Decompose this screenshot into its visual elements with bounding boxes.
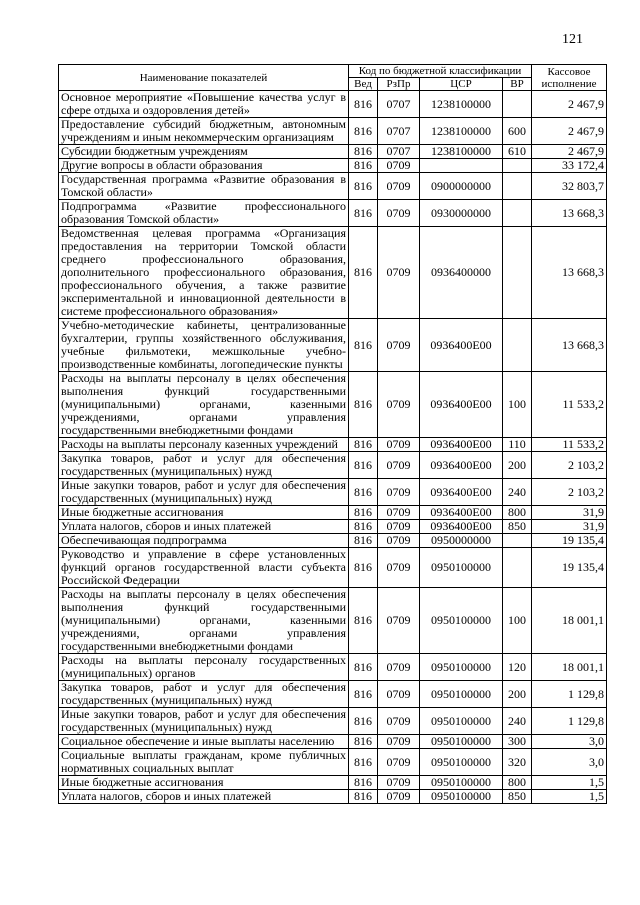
row-rzpr-cell: 0709 <box>378 588 420 654</box>
header-rzpr: РзПр <box>378 78 420 91</box>
row-name-cell: Учебно-методические кабинеты, централизованные бухгалтерии, группы хозяйственного обслуживания, учебные фильмотеки, межшкольные учебно-производственные комбинаты, логопедические пункты <box>59 319 349 372</box>
header-execution: Кассовое исполнение <box>532 65 607 91</box>
row-amount-cell: 2 103,2 <box>532 479 607 506</box>
header-csr: ЦСР <box>420 78 503 91</box>
row-ved-cell: 816 <box>349 479 378 506</box>
row-ved-cell: 816 <box>349 506 378 520</box>
row-amount-cell: 32 803,7 <box>532 173 607 200</box>
table-row <box>59 681 607 708</box>
row-vr-cell: 850 <box>503 520 532 534</box>
row-amount-cell: 31,9 <box>532 520 607 534</box>
row-vr-cell <box>503 159 532 173</box>
table-header <box>59 65 607 91</box>
row-name-cell: Другие вопросы в области образования <box>59 159 349 173</box>
row-ved-cell: 816 <box>349 159 378 173</box>
row-vr-cell <box>503 548 532 588</box>
table-row <box>59 438 607 452</box>
row-rzpr-cell: 0707 <box>378 118 420 145</box>
row-rzpr-cell: 0707 <box>378 91 420 118</box>
row-ved-cell: 816 <box>349 227 378 319</box>
row-csr-cell: 0950100000 <box>420 708 503 735</box>
row-ved-cell: 816 <box>349 319 378 372</box>
row-name-cell: Обеспечивающая подпрограмма <box>59 534 349 548</box>
row-ved-cell: 816 <box>349 520 378 534</box>
row-rzpr-cell: 0707 <box>378 145 420 159</box>
row-rzpr-cell: 0709 <box>378 708 420 735</box>
row-csr-cell: 0950100000 <box>420 749 503 776</box>
row-amount-cell: 1,5 <box>532 776 607 790</box>
table-row <box>59 708 607 735</box>
budget-execution-table <box>58 64 607 804</box>
row-ved-cell: 816 <box>349 708 378 735</box>
row-csr-cell: 0936400E00 <box>420 319 503 372</box>
row-ved-cell: 816 <box>349 200 378 227</box>
row-ved-cell: 816 <box>349 534 378 548</box>
row-csr-cell: 0950100000 <box>420 548 503 588</box>
row-rzpr-cell: 0709 <box>378 479 420 506</box>
table-row <box>59 200 607 227</box>
row-ved-cell: 816 <box>349 654 378 681</box>
row-rzpr-cell: 0709 <box>378 548 420 588</box>
row-vr-cell <box>503 534 532 548</box>
row-vr-cell: 100 <box>503 372 532 438</box>
row-rzpr-cell: 0709 <box>378 790 420 804</box>
row-name-cell: Руководство и управление в сфере установленных функций органов государственной власти субъекта Российской Федерации <box>59 548 349 588</box>
row-csr-cell: 0950100000 <box>420 735 503 749</box>
table-row <box>59 452 607 479</box>
row-ved-cell: 816 <box>349 735 378 749</box>
row-vr-cell <box>503 200 532 227</box>
row-vr-cell <box>503 91 532 118</box>
table-row <box>59 479 607 506</box>
row-name-cell: Уплата налогов, сборов и иных платежей <box>59 790 349 804</box>
row-rzpr-cell: 0709 <box>378 452 420 479</box>
row-ved-cell: 816 <box>349 118 378 145</box>
table-row <box>59 118 607 145</box>
row-rzpr-cell: 0709 <box>378 173 420 200</box>
row-ved-cell: 816 <box>349 145 378 159</box>
table-row <box>59 372 607 438</box>
row-amount-cell: 2 467,9 <box>532 91 607 118</box>
row-ved-cell: 816 <box>349 438 378 452</box>
row-csr-cell <box>420 159 503 173</box>
table-row <box>59 173 607 200</box>
table-row <box>59 735 607 749</box>
table-row <box>59 776 607 790</box>
table-row <box>59 520 607 534</box>
row-amount-cell: 31,9 <box>532 506 607 520</box>
row-name-cell: Расходы на выплаты персоналу государственных (муниципальных) органов <box>59 654 349 681</box>
table-row <box>59 548 607 588</box>
row-csr-cell: 0936400E00 <box>420 372 503 438</box>
row-csr-cell: 0950100000 <box>420 790 503 804</box>
row-rzpr-cell: 0709 <box>378 534 420 548</box>
row-amount-cell: 18 001,1 <box>532 654 607 681</box>
row-vr-cell: 240 <box>503 708 532 735</box>
page-number: 121 <box>562 32 583 47</box>
row-amount-cell: 1,5 <box>532 790 607 804</box>
row-vr-cell: 320 <box>503 749 532 776</box>
row-vr-cell: 120 <box>503 654 532 681</box>
row-csr-cell: 0936400000 <box>420 227 503 319</box>
table-row <box>59 159 607 173</box>
row-vr-cell: 850 <box>503 790 532 804</box>
row-vr-cell: 240 <box>503 479 532 506</box>
row-vr-cell: 200 <box>503 681 532 708</box>
row-name-cell: Государственная программа «Развитие образования в Томской области» <box>59 173 349 200</box>
row-amount-cell: 19 135,4 <box>532 534 607 548</box>
row-amount-cell: 1 129,8 <box>532 708 607 735</box>
table-row <box>59 145 607 159</box>
row-csr-cell: 1238100000 <box>420 145 503 159</box>
row-ved-cell: 816 <box>349 749 378 776</box>
row-amount-cell: 13 668,3 <box>532 319 607 372</box>
row-rzpr-cell: 0709 <box>378 372 420 438</box>
header-ved: Вед <box>349 78 378 91</box>
table-row <box>59 790 607 804</box>
row-name-cell: Расходы на выплаты персоналу в целях обеспечения выполнения функций государственными (муниципальными) органами, казенными учреждениями, органами управления государственными внебюджетными фондами <box>59 372 349 438</box>
row-ved-cell: 816 <box>349 681 378 708</box>
row-csr-cell: 1238100000 <box>420 118 503 145</box>
row-name-cell: Подпрограмма «Развитие профессионального образования Томской области» <box>59 200 349 227</box>
row-csr-cell: 0950100000 <box>420 654 503 681</box>
row-name-cell: Иные бюджетные ассигнования <box>59 506 349 520</box>
row-rzpr-cell: 0709 <box>378 520 420 534</box>
row-amount-cell: 2 467,9 <box>532 118 607 145</box>
row-name-cell: Закупка товаров, работ и услуг для обеспечения государственных (муниципальных) нужд <box>59 452 349 479</box>
row-vr-cell: 110 <box>503 438 532 452</box>
row-ved-cell: 816 <box>349 372 378 438</box>
row-vr-cell: 800 <box>503 776 532 790</box>
row-name-cell: Социальные выплаты гражданам, кроме публичных нормативных социальных выплат <box>59 749 349 776</box>
row-vr-cell: 610 <box>503 145 532 159</box>
table-body <box>59 91 607 804</box>
row-name-cell: Иные закупки товаров, работ и услуг для обеспечения государственных (муниципальных) нужд <box>59 479 349 506</box>
row-csr-cell: 0936400E00 <box>420 438 503 452</box>
row-csr-cell: 0936400E00 <box>420 506 503 520</box>
row-csr-cell: 1238100000 <box>420 91 503 118</box>
row-name-cell: Уплата налогов, сборов и иных платежей <box>59 520 349 534</box>
row-rzpr-cell: 0709 <box>378 506 420 520</box>
row-amount-cell: 18 001,1 <box>532 588 607 654</box>
row-ved-cell: 816 <box>349 173 378 200</box>
row-name-cell: Расходы на выплаты персоналу казенных учреждений <box>59 438 349 452</box>
row-csr-cell: 0900000000 <box>420 173 503 200</box>
row-amount-cell: 13 668,3 <box>532 200 607 227</box>
row-csr-cell: 0936400E00 <box>420 520 503 534</box>
row-amount-cell: 1 129,8 <box>532 681 607 708</box>
row-vr-cell <box>503 173 532 200</box>
row-vr-cell <box>503 319 532 372</box>
row-csr-cell: 0936400E00 <box>420 479 503 506</box>
row-csr-cell: 0950100000 <box>420 588 503 654</box>
row-ved-cell: 816 <box>349 548 378 588</box>
row-rzpr-cell: 0709 <box>378 776 420 790</box>
row-ved-cell: 816 <box>349 588 378 654</box>
row-name-cell: Иные бюджетные ассигнования <box>59 776 349 790</box>
table-row <box>59 654 607 681</box>
row-vr-cell <box>503 227 532 319</box>
row-vr-cell: 200 <box>503 452 532 479</box>
row-amount-cell: 13 668,3 <box>532 227 607 319</box>
row-vr-cell: 600 <box>503 118 532 145</box>
table-row <box>59 588 607 654</box>
table-row <box>59 749 607 776</box>
row-name-cell: Закупка товаров, работ и услуг для обеспечения государственных (муниципальных) нужд <box>59 681 349 708</box>
row-csr-cell: 0930000000 <box>420 200 503 227</box>
table-row <box>59 506 607 520</box>
row-rzpr-cell: 0709 <box>378 438 420 452</box>
table-row <box>59 91 607 118</box>
row-amount-cell: 2 103,2 <box>532 452 607 479</box>
header-vr: ВР <box>503 78 532 91</box>
row-name-cell: Социальное обеспечение и иные выплаты населению <box>59 735 349 749</box>
row-rzpr-cell: 0709 <box>378 200 420 227</box>
row-amount-cell: 3,0 <box>532 749 607 776</box>
row-name-cell: Основное мероприятие «Повышение качества услуг в сфере отдыха и оздоровления детей» <box>59 91 349 118</box>
row-csr-cell: 0950100000 <box>420 681 503 708</box>
row-csr-cell: 0950100000 <box>420 776 503 790</box>
row-amount-cell: 11 533,2 <box>532 438 607 452</box>
row-vr-cell: 100 <box>503 588 532 654</box>
row-amount-cell: 2 467,9 <box>532 145 607 159</box>
row-rzpr-cell: 0709 <box>378 681 420 708</box>
row-name-cell: Расходы на выплаты персоналу в целях обеспечения выполнения функций государственными (муниципальными) органами, казенными учреждениями, органами управления государственными внебюджетными фондами <box>59 588 349 654</box>
row-name-cell: Предоставление субсидий бюджетным, автономным учреждениям и иным некоммерческим организациям <box>59 118 349 145</box>
table-row <box>59 227 607 319</box>
row-name-cell: Субсидии бюджетным учреждениям <box>59 145 349 159</box>
row-rzpr-cell: 0709 <box>378 749 420 776</box>
row-rzpr-cell: 0709 <box>378 735 420 749</box>
row-amount-cell: 3,0 <box>532 735 607 749</box>
row-ved-cell: 816 <box>349 452 378 479</box>
table-row <box>59 534 607 548</box>
row-vr-cell: 300 <box>503 735 532 749</box>
row-ved-cell: 816 <box>349 790 378 804</box>
row-rzpr-cell: 0709 <box>378 654 420 681</box>
row-rzpr-cell: 0709 <box>378 159 420 173</box>
row-csr-cell: 0950000000 <box>420 534 503 548</box>
row-amount-cell: 19 135,4 <box>532 548 607 588</box>
row-vr-cell: 800 <box>503 506 532 520</box>
header-name: Наименование показателей <box>59 65 349 91</box>
table-row <box>59 319 607 372</box>
row-amount-cell: 33 172,4 <box>532 159 607 173</box>
header-code-group: Код по бюджетной классификации <box>349 65 532 78</box>
row-ved-cell: 816 <box>349 776 378 790</box>
row-rzpr-cell: 0709 <box>378 319 420 372</box>
row-csr-cell: 0936400E00 <box>420 452 503 479</box>
row-amount-cell: 11 533,2 <box>532 372 607 438</box>
row-name-cell: Ведомственная целевая программа «Организация предоставления на территории Томской области среднего профессионального образования, дополнительного профессионального образования, профессионального обучения, а также развитие экспериментальной и инновационной деятельности в системе профессионального образования» <box>59 227 349 319</box>
row-name-cell: Иные закупки товаров, работ и услуг для обеспечения государственных (муниципальных) нужд <box>59 708 349 735</box>
row-ved-cell: 816 <box>349 91 378 118</box>
row-rzpr-cell: 0709 <box>378 227 420 319</box>
